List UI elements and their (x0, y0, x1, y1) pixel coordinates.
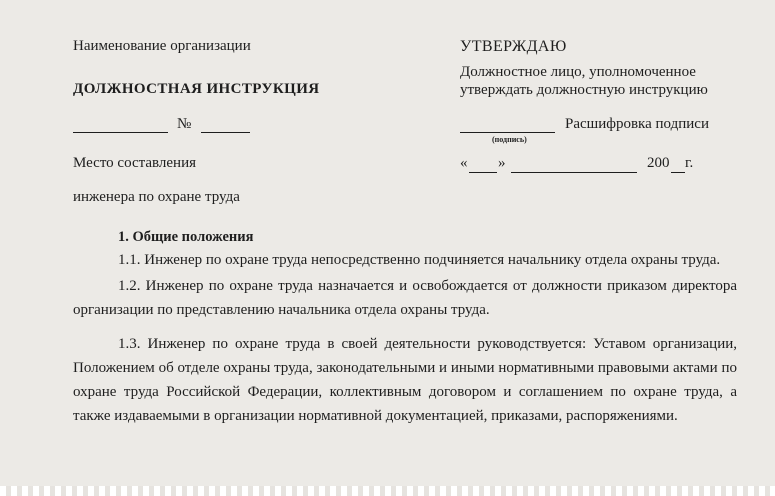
place-label: Место составления (73, 155, 197, 171)
paragraph-1-2: 1.2. Инженер по охране труда назначается и освобождается от должности приказом директора организации по представлению начальника отдела охраны труда. (73, 278, 737, 318)
official-line-1: Должностное лицо, уполномоченное (460, 64, 696, 80)
signature-line (460, 132, 555, 133)
signature-decode-label: Расшифровка подписи (565, 116, 709, 132)
year-blank (671, 172, 685, 173)
section-body (73, 248, 737, 428)
approval-heading: УТВЕРЖДАЮ (460, 38, 567, 55)
paragraph-1-1: 1.1. Инженер по охране труда непосредственно подчиняется начальнику отдела охраны труда. (118, 252, 721, 268)
number-sign: № (177, 116, 192, 132)
document-number-blank-left (73, 132, 168, 133)
perforated-edge (0, 486, 775, 496)
position-title: инженера по охране труда (73, 189, 240, 205)
month-blank (511, 172, 637, 173)
date-close-quote: » (498, 155, 506, 171)
year-suffix: г. (685, 155, 694, 171)
section-heading: 1. Общие положения (118, 229, 254, 245)
year-prefix: 200 (647, 155, 670, 171)
document-title: ДОЛЖНОСТНАЯ ИНСТРУКЦИЯ (73, 81, 320, 97)
official-line-2: утверждать должностную инструкцию (460, 82, 708, 98)
signature-note: (подпись) (492, 135, 527, 144)
document-number-blank-right (201, 132, 250, 133)
date-open-quote: « (460, 155, 468, 171)
day-blank (469, 172, 497, 173)
organization-name: Наименование организации (73, 38, 251, 54)
paragraph-1-3: 1.3. Инженер по охране труда в своей деятельности руководствуется: Уставом организации, Положением об отделе охраны труда, законодательными и иными нормативными правовыми актами по охране труда Российской Федерации, коллективным договором и соглашением по охране труда, а также издаваемыми в организации нормативной документацией, приказами, распоряжениями. (73, 336, 737, 424)
